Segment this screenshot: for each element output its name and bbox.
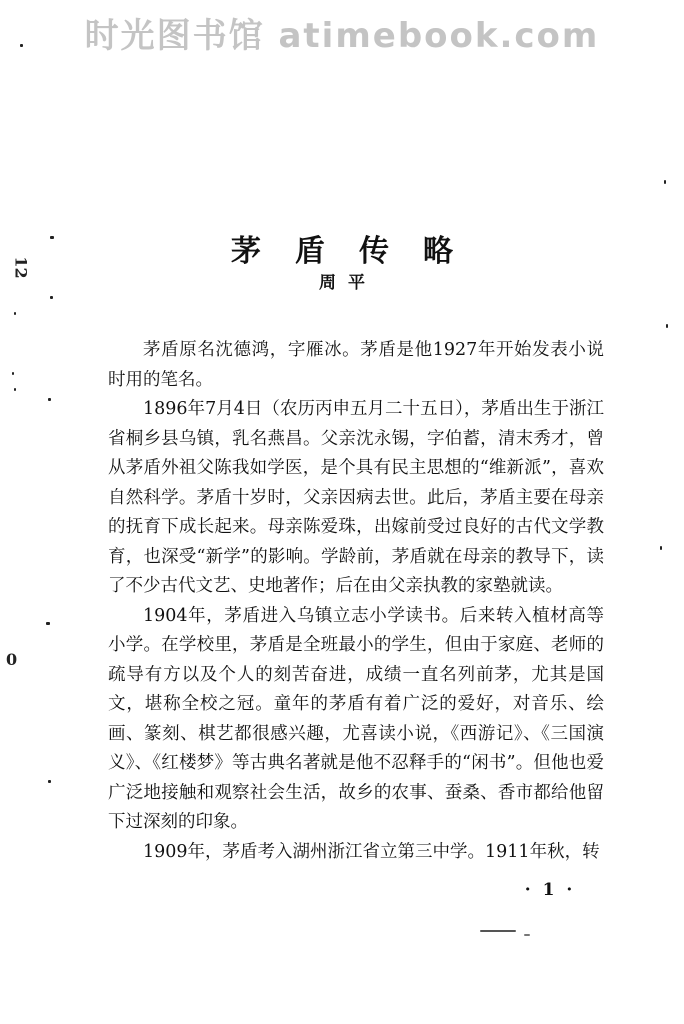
scan-smudge	[524, 934, 530, 936]
scan-speck	[664, 180, 666, 184]
paragraph: 1904年，茅盾进入乌镇立志小学读书。后来转入植材高等小学。在学校里，茅盾是全班最小的学生，但由于家庭、老师的疏导有方以及个人的刻苦奋进，成绩一直名列前茅，尤其是国文，堪称全校之冠。童年的茅盾有着广泛的爱好，对音乐、绘画、篆刻、棋艺都很感兴趣，尤喜读小说，《西游记》、《三国演义》、《红楼梦》等古典名著就是他不忍释手的“闲书”。但他也爱广泛地接触和观察社会生活，故乡的农事、蚕桑、香市都给他留下过深刻的印象。	[108, 605, 604, 832]
watermark: 时光图书馆 atimebook.com	[84, 16, 600, 56]
scan-speck	[666, 324, 668, 328]
scan-speck	[48, 398, 51, 401]
scan-speck	[46, 622, 50, 625]
scan-smudge	[480, 930, 516, 932]
paragraph: 1909年，茅盾考入湖州浙江省立第三中学。1911年秋，转	[143, 841, 600, 862]
scan-speck	[12, 372, 14, 375]
scan-speck	[50, 236, 54, 239]
article-author: 周平	[319, 273, 377, 293]
scan-speck	[50, 296, 53, 299]
scan-speck	[14, 388, 16, 391]
article-title: 茅盾传略	[231, 234, 487, 270]
margin-scan-glyph: 12	[11, 256, 31, 279]
margin-scan-glyph: 0	[6, 650, 18, 669]
paragraph: 1896年7月4日（农历丙申五月二十五日），茅盾出生于浙江省桐乡县乌镇，乳名燕昌。父亲沈永锡，字伯蓄，清末秀才，曾从茅盾外祖父陈我如学医，是个具有民主思想的“维新派”，喜欢自然科学。茅盾十岁时，父亲因病去世。此后，茅盾主要在母亲的抚育下成长起来。母亲陈爱珠，出嫁前受过良好的古代文学教育，也深受“新学”的影响。学龄前，茅盾就在母亲的教导下，读了不少古代文艺、史地著作；后在由父亲执教的家塾就读。	[108, 399, 604, 596]
page-number: · 1 ·	[524, 880, 576, 900]
article-body	[108, 336, 604, 867]
paragraph: 茅盾原名沈德鸿，字雁冰。茅盾是他1927年开始发表小说时用的笔名。	[108, 340, 604, 390]
scan-speck	[20, 44, 23, 47]
scan-speck	[14, 312, 16, 315]
scan-speck	[660, 546, 662, 550]
scan-speck	[48, 780, 51, 783]
